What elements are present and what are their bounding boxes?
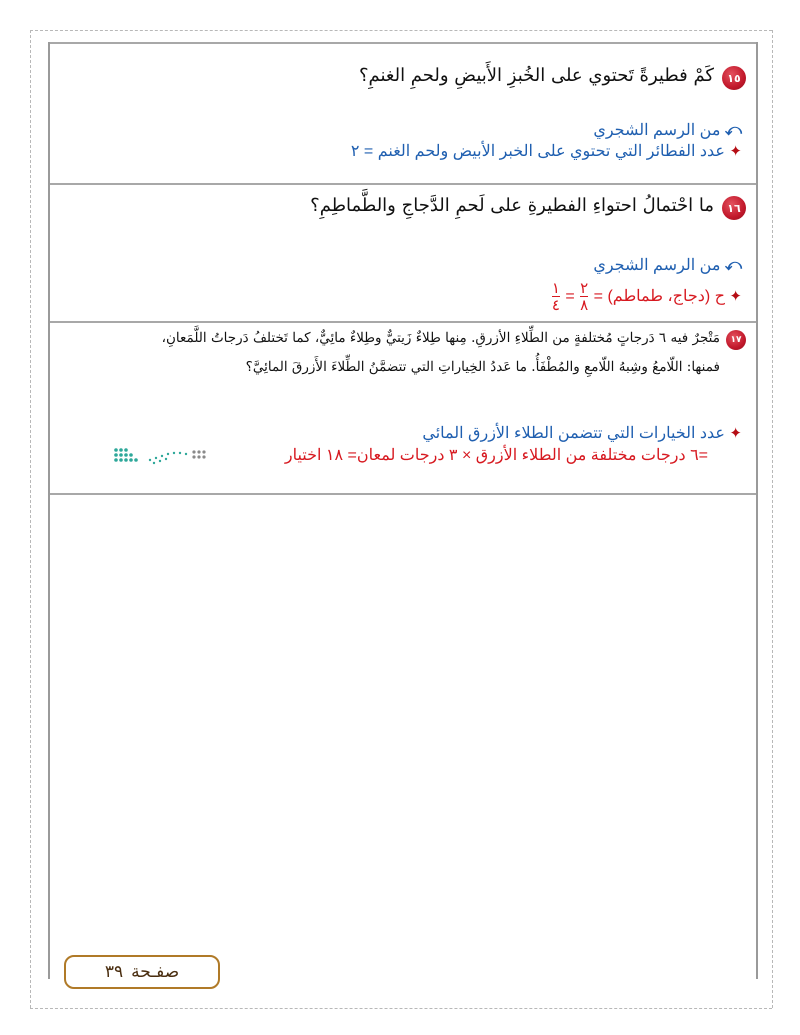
page-border-bottom (30, 1008, 772, 1009)
page-border-top (30, 30, 772, 31)
question-15-section (50, 42, 756, 185)
answer-text: عدد الخيارات التي تتضمن الطلاء الأزرق المائي (422, 425, 725, 442)
page-border-right (772, 30, 773, 1008)
answer-source-text: من الرسم الشجري (593, 122, 721, 139)
answer-text: عدد الفطائر التي تحتوي على الخبر الأبيض ولحم الغنم = ٢ (350, 143, 725, 160)
answer-line (422, 423, 742, 443)
page-number-box (64, 955, 220, 989)
question-text-line-2: فمنها: اللّامعُ وشِبهُ اللّامعِ والمُطْفَأُ. ما عَددُ الخِياراتِ التي تتضمَّنُ الطِّلاءَ الأَزرقَ المائِيَّ؟ (245, 359, 720, 375)
fraction-numerator: ١ (551, 280, 560, 297)
curved-arrow-icon: ⤺ (724, 257, 742, 274)
diamond-bullet-icon: ✦ (729, 288, 742, 306)
question-17-section (50, 323, 756, 495)
curved-arrow-icon: ⤺ (724, 122, 742, 139)
content-frame (48, 42, 758, 979)
probability-answer-line (551, 281, 742, 313)
fraction-numerator: ٢ (580, 280, 589, 297)
page-label: صفـحة (131, 962, 180, 982)
question-number: ١٧ (730, 335, 742, 345)
question-text: كَمْ فطيرةً تَحتوي على الخُبزِ الأَبيضِ ولحمِ الغنمِ؟ (358, 65, 714, 86)
page-number: ٣٩ (104, 962, 124, 982)
answer-line (351, 141, 742, 161)
fraction-denominator: ٤ (551, 297, 560, 314)
diamond-bullet-icon: ✦ (729, 425, 742, 442)
diamond-bullet-icon: ✦ (729, 143, 742, 160)
question-number-badge (722, 66, 746, 90)
question-text: ما احْتمالُ احتواءِ الفطيرةِ على لَحمِ الدَّجاجِ والطَّماطِمِ؟ (310, 195, 714, 216)
fraction-two-eighths (580, 281, 588, 313)
question-number: ١٥ (727, 71, 741, 85)
question-number-badge (726, 330, 746, 350)
question-number: ١٦ (727, 201, 741, 215)
answer-calculation: =٦ درجات مختلفة من الطلاء الأزرق × ٣ درجات لمعان= ١٨ اختيار (284, 447, 708, 464)
answer-source-line (593, 255, 742, 275)
ministry-logo-icon (110, 444, 210, 466)
question-text-line-1: مَتْجرٌ فيه ٦ دَرجاتٍ مُختلفةٍ من الطِّلاءِ الأزرقِ. مِنها طِلاءٌ زَيتيٌّ وطِلاءٌ مائِيٌّ، كما تَختلفُ دَرجاتُ اللَّمَعانِ، (161, 330, 720, 346)
page-border-left (30, 30, 31, 1008)
equals-sign: = (565, 288, 575, 306)
answer-source-text: من الرسم الشجري (593, 257, 721, 274)
fraction-denominator: ٨ (580, 297, 589, 314)
probability-label: ح (دجاج، طماطم) = (593, 288, 725, 306)
question-number-badge (722, 196, 746, 220)
question-16-section (50, 183, 756, 323)
fraction-one-quarter (552, 281, 560, 313)
answer-source-line (593, 120, 742, 140)
